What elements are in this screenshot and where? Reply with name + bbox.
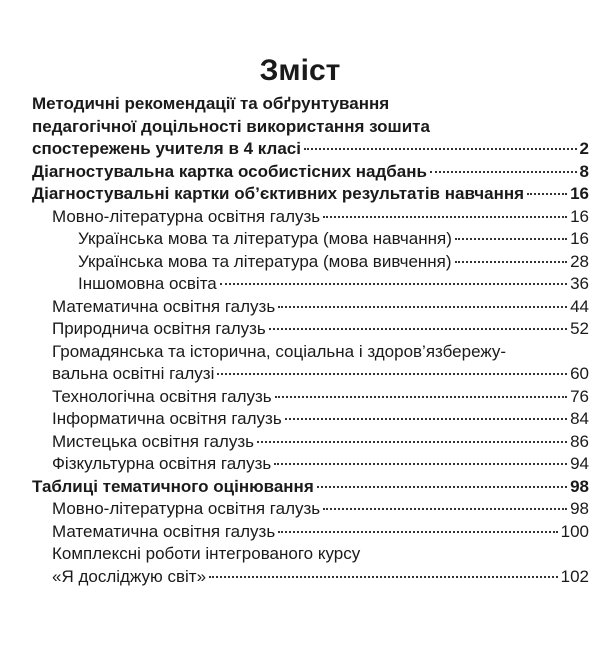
page-title: Зміст: [259, 54, 341, 87]
toc-entry-language-literature-field[interactable]: [52, 206, 589, 229]
toc-entry-text: Мовно-літературна освітня галузь: [52, 499, 321, 518]
toc-entry-thematic-assessment-tables[interactable]: [32, 476, 589, 499]
dot-leader: [278, 531, 557, 533]
toc-entry-language-literature-tables[interactable]: [52, 498, 589, 521]
toc-page-number: 76: [570, 386, 589, 406]
toc-entry-foreign-language[interactable]: [78, 273, 589, 296]
dot-leader: [269, 328, 567, 330]
dot-leader: [430, 171, 577, 173]
toc-entry-text: Математична освітня галузь: [52, 521, 276, 541]
dot-leader: [209, 576, 558, 578]
toc-entry-text: Іншомовна освіта: [78, 274, 217, 293]
toc-entry-physical-education-field[interactable]: [52, 453, 589, 476]
dot-leader: [278, 306, 567, 308]
toc-entry-civic-history-social-health-fields[interactable]: [52, 341, 589, 386]
toc-entry-learning-results-cards[interactable]: [32, 183, 589, 206]
toc-page-number: 52: [570, 319, 589, 338]
toc-page-number: 16: [570, 184, 589, 203]
toc-entry-text-line: Громадянська та історична, соціальна і здоров’язбережу-: [52, 341, 507, 361]
toc-entry-arts-field[interactable]: [52, 431, 589, 454]
toc-entry-text-line: педагогічної доцільності використання зошита: [32, 116, 430, 136]
toc-entry-text: Таблиці тематичного оцінювання: [32, 476, 314, 496]
toc-entry-text: вальна освітні галузі: [52, 364, 215, 383]
toc-entry-text: Фізкультурна освітня галузь: [52, 454, 272, 473]
toc-page-number: 2: [579, 139, 589, 158]
toc-entry-methodology[interactable]: [32, 93, 589, 161]
dot-leader: [323, 508, 567, 510]
dot-leader: [285, 418, 567, 420]
toc-entry-text: Українська мова та література (мова навчання): [78, 229, 452, 248]
toc-page-number: 86: [570, 431, 589, 451]
toc-page-number: 98: [570, 499, 589, 518]
toc-page-number: 36: [570, 274, 589, 293]
toc-entry-text: Діагностувальні картки об’єктивних результатів навчання: [32, 184, 525, 203]
dot-leader: [527, 193, 567, 195]
toc-page-number: 98: [570, 476, 589, 496]
dot-leader: [323, 216, 567, 218]
toc-entry-ukrainian-language-of-study[interactable]: [78, 251, 589, 274]
toc-entry-text-line: Комплексні роботи інтегрованого курсу: [52, 544, 361, 563]
toc-page-number: 100: [560, 521, 589, 541]
toc-page-number: 44: [570, 296, 589, 316]
table-of-contents: [32, 93, 589, 588]
toc-entry-math-field[interactable]: [52, 296, 589, 319]
dot-leader: [275, 396, 567, 398]
toc-entry-informatics-field[interactable]: [52, 408, 589, 431]
toc-page-number: 60: [570, 364, 589, 383]
dot-leader: [217, 373, 567, 375]
dot-leader: [304, 148, 577, 150]
toc-page-number: 94: [570, 454, 589, 473]
toc-entry-text: Технологічна освітня галузь: [52, 386, 272, 406]
toc-entry-personal-achievements-card[interactable]: [32, 161, 589, 184]
toc-entry-text: Українська мова та література (мова вивчення): [78, 251, 452, 271]
dot-leader: [257, 441, 567, 443]
toc-entry-text: Діагностувальна картка особистісних надбань: [32, 161, 427, 181]
toc-entry-text: «Я досліджую світ»: [52, 566, 207, 586]
toc-page-number: 8: [579, 161, 589, 181]
toc-entry-math-tables[interactable]: [52, 521, 589, 544]
toc-page-number: 84: [570, 409, 589, 428]
toc-page-number: 16: [570, 229, 589, 248]
toc-entry-text: Інформатична освітня галузь: [52, 409, 282, 428]
toc-entry-text: Мовно-літературна освітня галузь: [52, 206, 321, 226]
toc-entry-text-line: Методичні рекомендації та обґрунтування: [32, 94, 390, 113]
toc-entry-text: Математична освітня галузь: [52, 296, 276, 316]
toc-entry-ukrainian-language-of-instruction[interactable]: [78, 228, 589, 251]
toc-entry-text: спостережень учителя в 4 класі: [32, 139, 301, 158]
toc-page-number: 28: [570, 251, 589, 271]
dot-leader: [455, 238, 567, 240]
toc-entry-technology-field[interactable]: [52, 386, 589, 409]
dot-leader: [220, 283, 567, 285]
toc-entry-integrated-course-works[interactable]: [52, 543, 589, 588]
dot-leader: [317, 486, 567, 488]
toc-page-number: 16: [570, 206, 589, 226]
dot-leader: [455, 261, 568, 263]
toc-entry-natural-science-field[interactable]: [52, 318, 589, 341]
toc-page-number: 102: [560, 566, 589, 586]
dot-leader: [274, 463, 567, 465]
toc-entry-text: Природнича освітня галузь: [52, 319, 266, 338]
toc-entry-text: Мистецька освітня галузь: [52, 431, 255, 451]
